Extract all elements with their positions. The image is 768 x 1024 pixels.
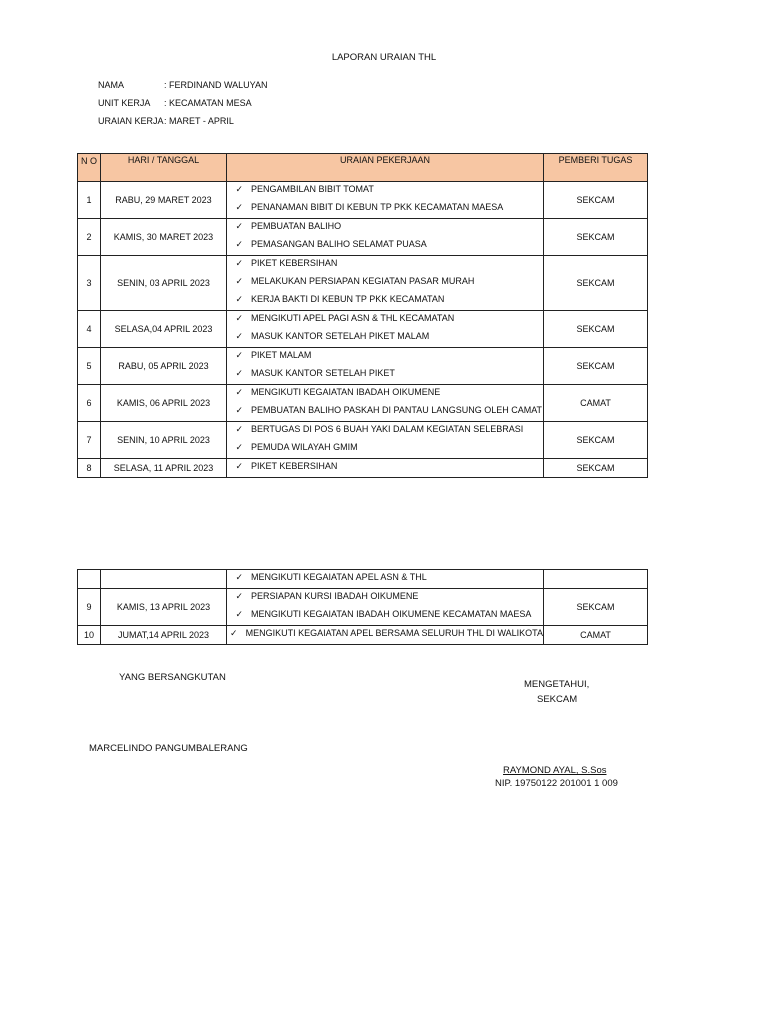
row-number: 5 xyxy=(78,348,101,385)
info-value-period: : MARET - APRIL xyxy=(164,116,234,126)
row-task-giver: SEKCAM xyxy=(544,182,648,219)
row-tasks xyxy=(227,459,544,478)
info-label-period: URAIAN KERJA xyxy=(98,116,164,126)
row-date: SENIN, 03 APRIL 2023 xyxy=(101,256,227,311)
row-date: RABU, 29 MARET 2023 xyxy=(101,182,227,219)
page-title: LAPORAN URAIAN THL xyxy=(331,52,437,63)
info-value-unit: : KECAMATAN MESA xyxy=(164,98,252,108)
row-number: 1 xyxy=(78,182,101,219)
table-row xyxy=(78,459,648,478)
task-text: MENGIKUTI KEGAIATAN APEL ASN & THL xyxy=(251,572,427,582)
checkmark-icon: ✓ xyxy=(235,609,243,619)
checkmark-icon: ✓ xyxy=(235,368,243,378)
signer-right-caption: MENGETAHUI, xyxy=(524,679,590,690)
task-item xyxy=(227,219,543,237)
row-task-giver: SEKCAM xyxy=(544,422,648,459)
row-number: 4 xyxy=(78,311,101,348)
table-row xyxy=(78,256,648,311)
table-row xyxy=(78,570,648,589)
info-label-name: NAMA xyxy=(98,80,125,90)
checkmark-icon: ✓ xyxy=(235,387,243,397)
row-number: 7 xyxy=(78,422,101,459)
task-item xyxy=(227,292,543,310)
row-number: 10 xyxy=(78,626,101,645)
checkmark-icon: ✓ xyxy=(235,276,243,286)
task-text: PENGAMBILAN BIBIT TOMAT xyxy=(251,184,374,194)
table-row xyxy=(78,219,648,256)
row-number xyxy=(78,570,101,589)
row-date: SELASA, 11 APRIL 2023 xyxy=(101,459,227,478)
task-item xyxy=(227,626,543,644)
task-item xyxy=(227,422,543,440)
row-tasks xyxy=(227,422,544,459)
row-date: SENIN, 10 APRIL 2023 xyxy=(101,422,227,459)
row-tasks xyxy=(227,385,544,422)
row-date: RABU, 05 APRIL 2023 xyxy=(101,348,227,385)
table-row xyxy=(78,422,648,459)
row-tasks xyxy=(227,256,544,311)
table-header-row xyxy=(78,154,648,182)
task-text: MELAKUKAN PERSIAPAN KEGIATAN PASAR MURAH xyxy=(251,276,475,286)
table-row xyxy=(78,348,648,385)
row-tasks xyxy=(227,182,544,219)
task-text: MASUK KANTOR SETELAH PIKET MALAM xyxy=(251,331,430,341)
header-task: URAIAN PEKERJAAN xyxy=(227,154,544,182)
task-text: PERSIAPAN KURSI IBADAH OIKUMENE xyxy=(251,591,419,601)
task-text: MASUK KANTOR SETELAH PIKET xyxy=(251,368,395,378)
row-number: 8 xyxy=(78,459,101,478)
task-text: MENGIKUTI KEGAIATAN APEL BERSAMA SELURUH THL DI WALIKOTA xyxy=(245,628,543,638)
checkmark-icon: ✓ xyxy=(235,313,243,323)
report-table xyxy=(77,153,648,478)
task-text: PEMASANGAN BALIHO SELAMAT PUASA xyxy=(251,239,427,249)
task-text: BERTUGAS DI POS 6 BUAH YAKI DALAM KEGIATAN SELEBRASI xyxy=(251,424,524,434)
checkmark-icon: ✓ xyxy=(235,258,243,268)
row-tasks xyxy=(227,219,544,256)
row-task-giver: SEKCAM xyxy=(544,589,648,626)
checkmark-icon: ✓ xyxy=(235,572,243,582)
task-text: MENGIKUTI APEL PAGI ASN & THL KECAMATAN xyxy=(251,313,455,323)
row-tasks xyxy=(227,348,544,385)
task-item xyxy=(227,200,543,218)
table-row xyxy=(78,626,648,645)
task-item xyxy=(227,256,543,274)
row-date: KAMIS, 06 APRIL 2023 xyxy=(101,385,227,422)
header-giver: PEMBERI TUGAS xyxy=(544,154,648,182)
header-date: HARI / TANGGAL xyxy=(101,154,227,182)
row-number: 9 xyxy=(78,589,101,626)
checkmark-icon: ✓ xyxy=(235,184,243,194)
task-text: KERJA BAKTI DI KEBUN TP PKK KECAMATAN xyxy=(251,294,445,304)
row-date: KAMIS, 30 MARET 2023 xyxy=(101,219,227,256)
checkmark-icon: ✓ xyxy=(235,424,243,434)
checkmark-icon: ✓ xyxy=(235,442,243,452)
checkmark-icon: ✓ xyxy=(235,294,243,304)
task-item xyxy=(227,274,543,292)
task-item xyxy=(227,570,543,588)
row-tasks xyxy=(227,570,544,589)
checkmark-icon: ✓ xyxy=(235,221,243,231)
row-task-giver: CAMAT xyxy=(544,385,648,422)
row-task-giver: SEKCAM xyxy=(544,256,648,311)
row-date: KAMIS, 13 APRIL 2023 xyxy=(101,589,227,626)
checkmark-icon: ✓ xyxy=(235,202,243,212)
table-row xyxy=(78,311,648,348)
task-text: MENGIKUTI KEGAIATAN IBADAH OIKUMENE xyxy=(251,387,441,397)
signer-right-role: SEKCAM xyxy=(537,694,578,705)
task-item xyxy=(227,589,543,607)
checkmark-icon: ✓ xyxy=(235,405,243,415)
task-item xyxy=(227,385,543,403)
table-row xyxy=(78,182,648,219)
row-tasks xyxy=(227,626,544,645)
row-task-giver: SEKCAM xyxy=(544,348,648,385)
header-no: N O xyxy=(78,154,101,182)
row-number: 3 xyxy=(78,256,101,311)
signer-right-nip: NIP. 19750122 201001 1 009 xyxy=(495,778,618,789)
task-item xyxy=(227,440,543,458)
task-text: MENGIKUTI KEGAIATAN IBADAH OIKUMENE KECAMATAN MAESA xyxy=(251,609,532,619)
info-value-name: : FERDINAND WALUYAN xyxy=(164,80,268,90)
row-number: 2 xyxy=(78,219,101,256)
row-task-giver: CAMAT xyxy=(544,626,648,645)
checkmark-icon: ✓ xyxy=(235,591,243,601)
checkmark-icon: ✓ xyxy=(235,239,243,249)
task-item xyxy=(227,403,543,421)
row-date: SELASA,04 APRIL 2023 xyxy=(101,311,227,348)
signer-left-caption: YANG BERSANGKUTAN xyxy=(119,672,226,683)
checkmark-icon: ✓ xyxy=(235,461,243,471)
signer-left-name: MARCELINDO PANGUMBALERANG xyxy=(89,743,248,754)
checkmark-icon: ✓ xyxy=(235,331,243,341)
row-date: JUMAT,14 APRIL 2023 xyxy=(101,626,227,645)
row-date xyxy=(101,570,227,589)
row-task-giver: SEKCAM xyxy=(544,219,648,256)
task-text: PIKET MALAM xyxy=(251,350,312,360)
report-table-continued xyxy=(77,569,648,645)
task-item xyxy=(227,329,543,347)
task-item xyxy=(227,311,543,329)
row-task-giver: SEKCAM xyxy=(544,311,648,348)
table-row xyxy=(78,385,648,422)
task-item xyxy=(227,348,543,366)
task-text: PEMBUATAN BALIHO xyxy=(251,221,342,231)
task-text: PEMUDA WILAYAH GMIM xyxy=(251,442,358,452)
row-tasks xyxy=(227,589,544,626)
row-tasks xyxy=(227,311,544,348)
checkmark-icon: ✓ xyxy=(230,628,238,638)
task-text: PENANAMAN BIBIT DI KEBUN TP PKK KECAMATAN MAESA xyxy=(251,202,504,212)
task-text: PEMBUATAN BALIHO PASKAH DI PANTAU LANGSUNG OLEH CAMAT xyxy=(251,405,543,415)
row-number: 6 xyxy=(78,385,101,422)
checkmark-icon: ✓ xyxy=(235,350,243,360)
task-item xyxy=(227,459,543,477)
info-label-unit: UNIT KERJA xyxy=(98,98,151,108)
row-task-giver xyxy=(544,570,648,589)
task-text: PIKET KEBERSIHAN xyxy=(251,258,338,268)
signer-right-name: RAYMOND AYAL, S.Sos xyxy=(503,765,607,776)
row-task-giver: SEKCAM xyxy=(544,459,648,478)
task-item xyxy=(227,366,543,384)
table-row xyxy=(78,589,648,626)
task-item xyxy=(227,182,543,200)
task-text: PIKET KEBERSIHAN xyxy=(251,461,338,471)
task-item xyxy=(227,607,543,625)
task-item xyxy=(227,237,543,255)
